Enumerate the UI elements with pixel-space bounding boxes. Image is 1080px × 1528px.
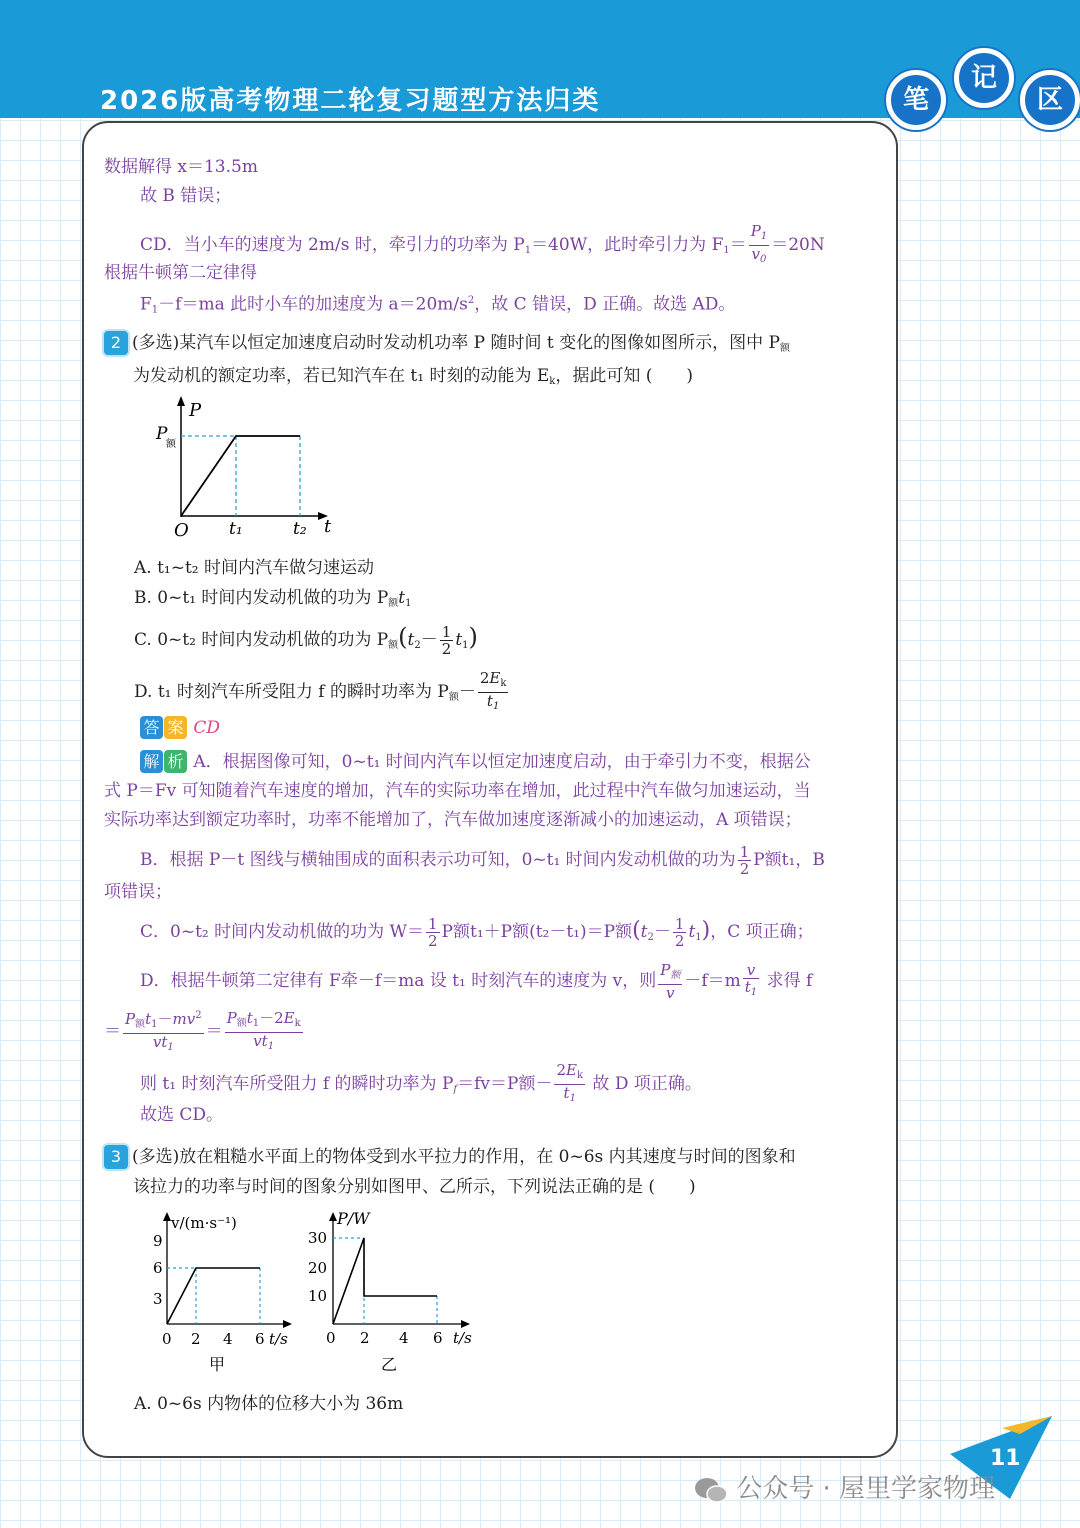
q3-stem1: (多选)放在粗糙水平面上的物体受到水平拉力的作用，在 0~6s 内其速度与时间的图象和 xyxy=(132,1147,796,1167)
q2-option-a: A. t₁~t₂ 时间内汽车做匀速运动 xyxy=(134,558,375,578)
q3-velocity-graph xyxy=(140,1206,300,1382)
q1-line3b: ＝40W，此时牵引力为 F xyxy=(531,235,724,255)
q3v-y-arrow xyxy=(163,1212,171,1221)
q2-y-tick-sub: 额 xyxy=(166,439,176,450)
q2-analysis-b1-text: B．根据 P－t 图线与横轴围成的面积表示功可知，0~t₁ 时间内发动机做的功为 xyxy=(140,850,736,870)
analysis-tag-2: 析 xyxy=(164,750,187,773)
q2-analysis-d1b: －f＝m xyxy=(684,971,741,991)
q2-answer xyxy=(140,716,220,739)
q2-y-arrow xyxy=(177,396,185,406)
q3p-curve xyxy=(333,1238,437,1324)
q3-stem-line2: 该拉力的功率与时间的图象分别如图甲、乙所示，下列说法正确的是 ( ) xyxy=(133,1177,696,1197)
q3p-x-4: 4 xyxy=(399,1329,409,1347)
q2-analysis-e1: 则 t₁ 时刻汽车所受阻力 f 的瞬时功率为 $P_f=fv=P$额－ $\frac{2E_k}{t_1}$ 故 D 项正确。 xyxy=(140,1061,702,1104)
watermark xyxy=(694,1468,995,1505)
q1-line5b: －f＝ma 此时小车的加速度为 a＝20m/s xyxy=(158,294,468,315)
q3v-y-6: 6 xyxy=(153,1259,163,1277)
q2-analysis-e1b: ＝fv＝P额－ xyxy=(457,1074,553,1094)
q3p-y-20: 20 xyxy=(308,1259,328,1277)
q3v-x-0: 0 xyxy=(162,1330,172,1348)
q2-analysis-c1: C．0~t₂ 时间内发动机做的功为 W＝ $\frac{1}{2}$ P额t₁＋P额(t₂－t₁)＝P额($t_2-$ $\frac{1}{2}$ $t_1$)，C 项正确； xyxy=(140,915,814,950)
q2-analysis-e1-text: 则 t₁ 时刻汽车所受阻力 f 的瞬时功率为 P xyxy=(140,1074,454,1094)
q2-analysis-a2: 式 P＝Fv 可知随着汽车速度的增加，汽车的实际功率在增加，此过程中汽车做匀加速运动，当 xyxy=(104,781,811,801)
q3v-caption: 甲 xyxy=(209,1355,226,1374)
q1-line3a: CD．当小车的速度为 2m/s 时，牵引力的功率为 P xyxy=(140,235,525,255)
watermark-text: 公众号 · 屋里学家物理 xyxy=(736,1474,996,1504)
q2-option-d-text: D. t₁ 时刻汽车所受阻力 f 的瞬时功率为 P xyxy=(134,682,449,702)
q2-y-tick: P xyxy=(156,424,168,444)
q2-analysis-b2: 项错误； xyxy=(104,882,172,902)
badge-qu: 区 xyxy=(1020,70,1080,130)
q2-analysis-a1-text: A．根据图像可知，0~t₁ 时间内汽车以恒定加速度启动，由于牵引力不变，根据公 xyxy=(193,752,811,772)
answer-tag-2: 案 xyxy=(164,716,187,739)
q1-line3c: ＝20N xyxy=(771,235,825,255)
q2-stem-line2: 为发动机的额定功率，若已知汽车在 t₁ 时刻的动能为 $E_k$，据此可知 ( ) xyxy=(133,366,694,387)
q3p-x-6: 6 xyxy=(433,1329,443,1347)
q3v-x-6: 6 xyxy=(255,1330,265,1348)
q2-analysis-d1-text: D．根据牛顿第二定律有 F牵－f＝ma 设 t₁ 时刻汽车的速度为 v，则 xyxy=(140,971,657,991)
q2-option-d: D. t₁ 时刻汽车所受阻力 f 的瞬时功率为 $P_额-$ $\frac{2E_k}{t_1}$ xyxy=(134,669,507,712)
badge-ji: 记 xyxy=(954,48,1014,108)
wechat-icon xyxy=(694,1476,728,1504)
q2-number: 2 xyxy=(104,331,128,355)
q1-line2: 故 B 错误； xyxy=(140,186,232,206)
q3v-y-label: v/(m·s⁻¹) xyxy=(171,1214,237,1232)
q2-option-b: B. 0~t₁ 时间内发动机做的功为 $P_额t_1$ xyxy=(134,588,412,609)
q1-line5a: F xyxy=(140,294,152,315)
q2-analysis-f1: 故选 CD。 xyxy=(140,1105,224,1125)
q3-number: 3 xyxy=(104,1145,128,1169)
q2-analysis-a3: 实际功率达到额定功率时，功率不能增加了，汽车做加速度逐渐减小的加速运动，A 项错误； xyxy=(104,810,802,830)
q3p-y-30: 30 xyxy=(308,1229,328,1247)
q3-stem-line1 xyxy=(104,1145,796,1169)
q3p-y-arrow xyxy=(329,1212,337,1221)
page-number: 11 xyxy=(990,1446,1021,1471)
q2-stem-line1 xyxy=(104,331,790,360)
q3p-x-0: 0 xyxy=(326,1329,336,1347)
q3v-x-arrow xyxy=(283,1320,292,1328)
q3v-x-label: t/s xyxy=(269,1330,288,1348)
q2-analysis-b1: B．根据 P－t 图线与横轴围成的面积表示功可知，0~t₁ 时间内发动机做的功为 $\frac{1}{2}$ P额t₁，B xyxy=(140,843,825,878)
q3-power-graph xyxy=(303,1206,483,1382)
answer-tag-1: 答 xyxy=(140,716,163,739)
q2-analysis-b1c: P额t₁，B xyxy=(753,850,825,870)
q2-stem1a: (多选)某汽车以恒定加速度启动时发动机功率 P 随时间 t 变化的图像如图所示，图中 P xyxy=(132,333,780,353)
analysis-tag-1: 解 xyxy=(140,750,163,773)
q3p-x-arrow xyxy=(461,1320,470,1328)
q2-analysis-d2: ＝ $\frac{P_额t_1-mv^2}{vt_1}$ ＝ $\frac{P_额t_1-2E_k}{vt_1}$ xyxy=(104,1008,301,1053)
q2-stem2: 为发动机的额定功率，若已知汽车在 t₁ 时刻的动能为 E xyxy=(133,366,550,386)
q2-x-tick-t1: t₁ xyxy=(229,519,243,539)
q2-power-time-graph xyxy=(150,392,340,542)
q2-origin: O xyxy=(174,520,189,541)
q3-option-a: A. 0~6s 内物体的位移大小为 36m xyxy=(134,1394,404,1414)
q2-option-c-text: C. 0~t₂ 时间内发动机做的功为 P xyxy=(134,630,389,650)
header-title: 2026版高考物理二轮复习题型方法归类 xyxy=(100,86,601,116)
q2-analysis-a1 xyxy=(140,750,811,773)
q3v-x-4: 4 xyxy=(223,1330,233,1348)
q1-line1: 数据解得 x＝13.5m xyxy=(104,157,258,177)
q2-x-tick-t2: t₂ xyxy=(293,519,307,539)
q3p-y-10: 10 xyxy=(308,1287,328,1305)
q3p-caption: 乙 xyxy=(381,1355,398,1374)
q2-stem2b: ，据此可知 ( ) xyxy=(555,366,694,386)
q2-option-b-text: B. 0~t₁ 时间内发动机做的功为 P xyxy=(134,588,389,608)
q2-analysis-d1c: 求得 f xyxy=(766,971,813,991)
q1-line5: $F_1-f=ma$ 此时小车的加速度为 $a=20m/s^2$，故 C 错误，D 正确。故选 AD。 xyxy=(140,294,736,316)
q2-option-c: C. 0~t₂ 时间内发动机做的功为 $P_额(t_2-$ $\frac{1}{2}$ $t_1$) xyxy=(134,623,478,658)
q3p-y-label: P/W xyxy=(337,1209,370,1228)
q2-analysis-e1c: 故 D 项正确。 xyxy=(592,1074,702,1094)
q3v-curve xyxy=(167,1268,260,1324)
q2-stem1b: 额 xyxy=(780,343,790,354)
q2-power-curve xyxy=(181,436,300,516)
q3p-x-label: t/s xyxy=(453,1329,472,1347)
q2-analysis-d1: D．根据牛顿第二定律有 F牵－f＝ma 设 t₁ 时刻汽车的速度为 v，则 $\frac{P_额}{v}$ －f＝m $\frac{v}{t_1}$ 求得 f xyxy=(140,961,813,1002)
q1-line5c: ，故 C 错误，D 正确。故选 AD。 xyxy=(474,294,736,315)
q2-answer-value: CD xyxy=(193,718,221,738)
q3v-y-9: 9 xyxy=(153,1232,163,1250)
q2-analysis-c1b: P额t₁＋P额(t₂－t₁)＝P额 xyxy=(441,922,633,942)
badge-bi: 笔 xyxy=(886,70,946,130)
q2-analysis-c1c: ，C 项正确； xyxy=(710,922,814,942)
q3p-x-2: 2 xyxy=(360,1329,370,1347)
q2-analysis-c1-text: C．0~t₂ 时间内发动机做的功为 W＝ xyxy=(140,922,424,942)
q1-line3: CD．当小车的速度为 2m/s 时，牵引力的功率为 $P_1=40W$，此时牵引力为 $F_1=$ $\frac{P_1}{v_0}$ ＝20N xyxy=(140,222,825,265)
q2-y-label: P xyxy=(189,400,202,421)
q1-line4: 根据牛顿第二定律得 xyxy=(104,263,257,283)
q2-x-label: t xyxy=(324,516,332,537)
q3v-y-3: 3 xyxy=(153,1290,163,1308)
q3v-x-2: 2 xyxy=(191,1330,201,1348)
